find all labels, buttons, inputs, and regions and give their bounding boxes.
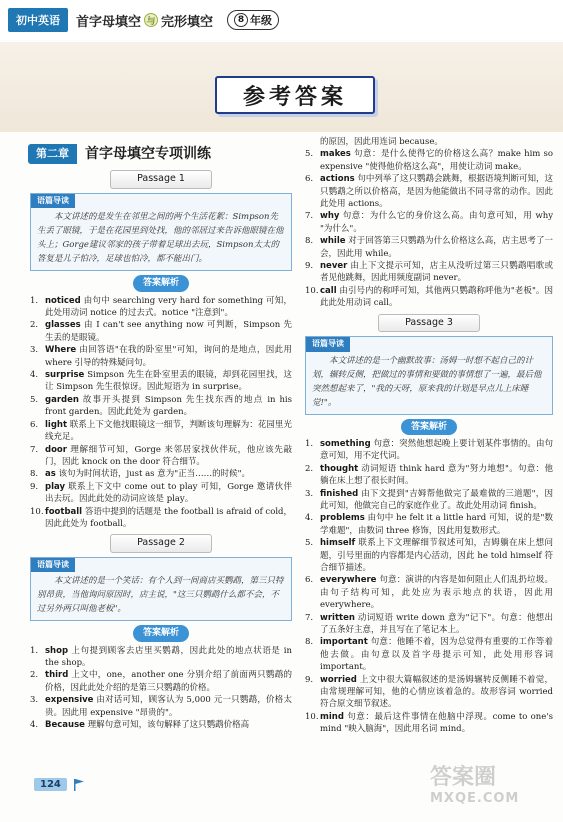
page-number: 124 (34, 778, 67, 791)
answer-item: 5. himself 联系上下文理解细节叙述可知，吉姆躺在床上想问题，引号里面的内容都是内心活动，因此 he told himself 符合细节描述。 (305, 538, 553, 573)
passage-1-heading: Passage 1 (30, 170, 292, 188)
guide-text: 本文讲述的是一个幽默故事：汤姆一时想不起自己的计划，辗转反侧，把做过的事情和要做的事情想了一遍，最后他突然想起来了，"我的天呀，原来我的计划是早点儿上床睡觉!"。 (312, 355, 542, 408)
book-title (76, 11, 213, 30)
header-bar (0, 0, 563, 40)
passage-2-guide (30, 557, 292, 621)
answer-item: 3. Where 由回答语"在我的卧室里"可知，询问的是地点，因此用 where 引导的特殊疑问句。 (30, 345, 293, 368)
left-column (30, 140, 292, 731)
guide-text: 本文讲述的是发生在邻里之间的两个生活花絮：Simpson先生丢了眼镜，于是在花园里到处找，他的邻居过来告诉他眼镜在他头上；Gorge建议邻家的孩子带着足球出去玩，Simpson太太的答复是儿子怕冷，足球也怕冷，都不能出门。 (37, 212, 284, 265)
chapter-heading (28, 144, 292, 164)
answer-item: 1. shop 上句提到顾客去店里买鹦鹉，因此此处的地点状语是 in the shop。 (30, 645, 292, 668)
answer-item: 10. call 由引号内的称呼可知，其他两只鹦鹉称呼他为"老板"。因此此处用动词 call。 (305, 285, 554, 309)
answer-item: 10. football 答语中提到的话题是 the football is afraid of cold，因此此处为 football。 (30, 506, 293, 529)
answer-item: 7. written 动词短语 write down 意为"记下"。句意：他想出了五条好主意，并且写在了笔记本上。 (305, 612, 553, 635)
book-title-a: 首字母填空 (76, 14, 142, 30)
answer-item: 1. noticed 由句中 searching very hard for something 可知，此处用动词 notice 的过去式。notice "注意到"。 (30, 295, 292, 319)
grade-badge (227, 10, 279, 30)
answer-item: 7. why 句意：为什么它的身价这么高。由句意可知，用 why "为什么"。 (305, 211, 553, 234)
answer-item: 9. never 由上下文提示可知，店主从没听过第三只鹦鹉唱歌或者见他跳舞，因此用频度副词 never。 (305, 261, 553, 284)
passage-1-analysis-heading: 答案解析 (30, 275, 292, 291)
passage-2-answers (30, 645, 292, 732)
answer-item: 4. problems 由句中 he felt it a little hard 可知，说的是"数学难题"，由数词 three 修饰，因此用复数形式。 (305, 513, 554, 536)
grade-unit: 年级 (250, 14, 273, 27)
passage-2-answers-continued (305, 136, 553, 310)
book-title-b: 完形填空 (161, 14, 214, 30)
guide-text: 本文讲述的是一个笑话：有个人到一间商店买鹦鹉，第三只特别昂贵，当他询问原因时，店主说，"这三只鹦鹉什么都不会，不过另外两只叫他老板"。 (37, 576, 284, 615)
flag-icon (72, 778, 86, 792)
answer-item: 6. actions 句中列举了这只鹦鹉会跳舞，根据语境判断可知，这只鹦鹉之所以价格高，是因为他能做出不同寻常的动作。因此此处用 actions。 (305, 174, 553, 210)
answer-item: 的原因，因此用连词 because。 (320, 137, 443, 147)
passage-1-guide (30, 193, 292, 271)
answer-item: 1. something 句意：突然他想起晚上要计划某件事情的。由句意可知，用不定代词。 (305, 438, 553, 462)
grade-number: 8 (234, 13, 248, 27)
passage-3-answers (305, 438, 553, 736)
chapter-name: 首字母填空专项训练 (85, 146, 211, 162)
right-column (305, 136, 553, 736)
passage-3-heading: Passage 3 (305, 314, 553, 332)
guide-label: 语篇导读 (306, 337, 350, 351)
answer-item: 8. while 对于回答第三只鹦鹉为什么价格这么高，店主思考了一会，因此用 while。 (305, 236, 554, 259)
answer-item: 5. makes 句意：是什么使得它的价格这么高？make him so expensive "使得他价格这么高"，用使让动词 make。 (305, 149, 554, 172)
answer-item: 6. everywhere 句意：演讲的内容是如何阻止人们乱扔垃圾。由句子结构可知，此处应为表示地点的状语，因此用 everywhere。 (305, 575, 553, 611)
passage-2-analysis-heading: 答案解析 (30, 625, 292, 641)
answer-item: 5. garden 故事开头提到 Simpson 先生找东西的地点 in his front garden。因此此处为 garden。 (30, 394, 292, 418)
chapter-tag: 第二章 (28, 144, 77, 164)
answer-item: 9. play 联系上下文中 come out to play 可知，Gorge 邀请伙伴出去玩。因此此处的动词应该是 play。 (30, 481, 292, 505)
answer-item: 10. mind 句意：最后这件事情在他脑中浮现。come to one's mind "映入脑海"，因此用名词 mind。 (305, 711, 553, 735)
answer-item: 4. Because 理解句意可知，该句解释了这只鹦鹉价格高 (30, 720, 250, 730)
answer-item: 2. thought 动词短语 think hard 意为"努力地想"。句意：他躺在床上想了很长时间。 (305, 463, 553, 487)
answer-item: 2. glasses 由 I can't see anything now 可判断，Simpson 先生丢的是眼镜。 (30, 320, 292, 343)
passage-3-guide (305, 336, 553, 414)
answer-item: 3. expensive 由对话可知，顾客认为 5,000 元一只鹦鹉，价格太贵。因此用 expensive "昂贵的"。 (30, 695, 292, 718)
answer-item: 8. important 句意：他睡不着，因为总觉得有重要的工作等着他去做。由句意以及首字母提示可知，此处用形容词 important。 (305, 637, 554, 673)
watermark: 答案圈 MXQE.COM (430, 765, 520, 806)
answer-item: 3. finished 由下文提到"吉姆帮他做完了最难做的三道题"，因此可知，他做完自己的家庭作业了。故此处用动词 finish。 (305, 488, 553, 511)
answer-item: 9. worried 上文中很大篇幅叙述的是汤姆辗转反侧睡不着觉，由常规理解可知，他的心情应该着急的。故形容词 worried 符合原文细节叙述。 (305, 674, 553, 710)
guide-label: 语篇导读 (31, 558, 75, 572)
answer-item: 8. as 该句为时间状语，just as 意为"正当……的时候"。 (30, 469, 251, 480)
passage-3-analysis-heading: 答案解析 (305, 419, 553, 435)
guide-label: 语篇导读 (31, 194, 75, 208)
answer-item: 2. third 上文中，one，another one 分别介绍了前面两只鹦鹉的价格，因此此处介绍的是第三只鹦鹉的价格。 (30, 670, 292, 693)
passage-2-heading: Passage 2 (30, 534, 292, 552)
answer-item: 7. door 理解细节可知，Gorge 来邻居家找伙伴玩，他应该先敲门，因此 knock on the door 符合细节。 (30, 444, 292, 467)
answer-item: 6. light 联系上下文他找眼镜这一细节，判断该句理解为：花园里光线充足。 (30, 419, 292, 443)
passage-1-answers (30, 295, 292, 531)
and-icon: 与 (144, 13, 158, 27)
answer-item: 4. surprise Simpson 先生在卧室里丢的眼镜，却到花园里找，这让 Simpson 先生很惊讶。因此短语为 in surprise。 (30, 370, 292, 393)
answer-title: 参考答案 (215, 76, 375, 114)
series-label: 初中英语 (8, 8, 68, 32)
